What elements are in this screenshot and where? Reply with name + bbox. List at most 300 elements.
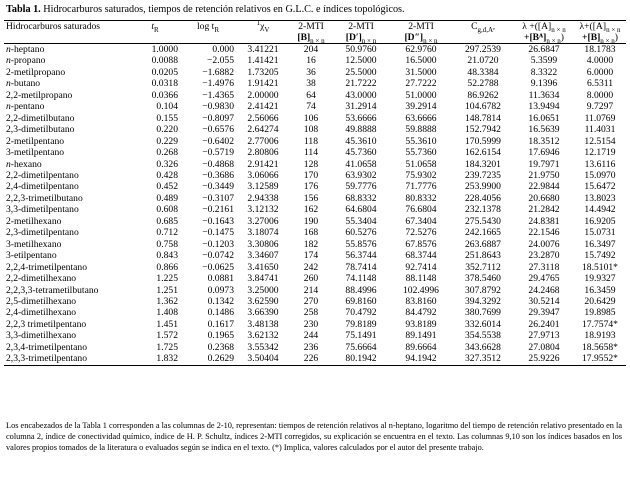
- cell-compound-name: n-hexano: [6, 158, 42, 170]
- cell-lambda1: 18.3512: [528, 135, 560, 147]
- cell-lambda2: 18.5658*: [582, 341, 618, 353]
- cell-chi: 3.30806: [247, 238, 279, 250]
- cell-tr: 0.220: [156, 124, 178, 136]
- cell-tr: 1.832: [130, 353, 180, 365]
- cell-mti-d1: 78.7414: [345, 261, 377, 273]
- cell-mti-b: 242: [303, 261, 319, 273]
- cell-cg: 228.4056: [465, 192, 501, 204]
- cell-logtr: −0.3686: [202, 169, 234, 181]
- cell-logtr: −0.3449: [202, 181, 234, 193]
- table-row: [4, 67, 626, 78]
- cell-lambda2: 15.7492: [584, 250, 616, 262]
- cell-compound-name: 2,2,3,3-tetrametilbutano: [6, 284, 99, 296]
- table-row: [4, 239, 626, 250]
- cell-chi: 3.55342: [247, 341, 279, 353]
- cell-cg: 394.3292: [465, 295, 501, 307]
- cell-chi: 3.12589: [247, 181, 279, 193]
- cell-lambda2: 13.6116: [584, 158, 616, 170]
- cell-mti-d2: 16.5000: [405, 55, 437, 67]
- cell-lambda1: 22.1546: [528, 227, 560, 239]
- cell-compound-name: 2,2-dimetilpentano: [6, 169, 79, 181]
- cell-mti-d2: 39.2914: [405, 101, 437, 113]
- table-row: [4, 330, 626, 341]
- cell-mti-b: 204: [303, 44, 319, 55]
- cell-cg: 184.3201: [465, 158, 501, 170]
- cell-mti-b: 64: [306, 89, 316, 101]
- cell-chi: 2.94338: [247, 192, 279, 204]
- cell-cg: 104.6782: [465, 101, 501, 113]
- cell-logtr: −0.0742: [202, 250, 234, 262]
- cell-tr: 1.0000: [151, 44, 178, 55]
- data-table: [4, 20, 626, 366]
- col-header-mti-b: 2-MTI: [290, 21, 332, 33]
- cell-cg: 332.6014: [465, 318, 501, 330]
- cell-mti-d1: 25.5000: [345, 66, 377, 78]
- table-row: [4, 170, 626, 181]
- cell-compound-name: 2,3-dimetilbutano: [6, 124, 75, 136]
- table-row: [4, 353, 626, 365]
- col-header-mti-d2: 2-MTI: [390, 21, 452, 33]
- table-row: [4, 78, 626, 89]
- cell-mti-b: 230: [303, 318, 319, 330]
- cell-mti-d2: 89.6664: [405, 341, 437, 353]
- cell-mti-d1: 49.8888: [345, 124, 377, 136]
- cell-tr: 0.685: [156, 215, 178, 227]
- cell-mti-d2: 92.7414: [405, 261, 437, 273]
- cell-mti-d2: 89.1491: [405, 330, 437, 342]
- cell-mti-d2: 31.5000: [405, 66, 437, 78]
- cell-cg: 242.1665: [465, 227, 501, 239]
- table-caption: [6, 4, 405, 15]
- cell-lambda2: 6.0000: [586, 66, 614, 78]
- cell-mti-d2: 72.5276: [405, 227, 437, 239]
- cell-lambda1: 9.1396: [530, 78, 558, 90]
- cell-tr: 0.712: [156, 227, 178, 239]
- cell-tr: 1.725: [156, 341, 178, 353]
- cell-tr: 0.0088: [151, 55, 178, 67]
- cell-mti-b: 106: [303, 112, 319, 124]
- cell-tr: 0.452: [156, 181, 178, 193]
- cell-mti-d1: 56.3744: [345, 250, 377, 262]
- cell-mti-d1: 60.5276: [345, 227, 377, 239]
- table-row: [4, 319, 626, 330]
- cell-lambda1: 26.2401: [528, 318, 560, 330]
- header-row-bottom: [4, 32, 626, 44]
- cell-mti-b: 74: [306, 101, 316, 113]
- cell-compound-name: 3,3-dimetilpentano: [6, 204, 79, 216]
- cell-cg: 251.8643: [465, 250, 501, 262]
- cell-mti-d1: 53.6666: [345, 112, 377, 124]
- cell-compound-name: n-heptano: [6, 44, 45, 55]
- table-row: [4, 181, 626, 192]
- cell-logtr: −1.4976: [202, 78, 234, 90]
- cell-mti-d2: 67.3404: [405, 215, 437, 227]
- cell-chi: 2.56066: [247, 112, 279, 124]
- cell-mti-d1: 43.0000: [345, 89, 377, 101]
- cell-logtr: 0.0881: [207, 273, 234, 285]
- header-row-top: [4, 21, 626, 33]
- cell-logtr: −0.4868: [202, 158, 234, 170]
- table-row: [4, 55, 626, 66]
- cell-cg: 21.0720: [467, 55, 499, 67]
- cell-lambda2: 13.8023: [584, 192, 616, 204]
- cell-cg: 275.5430: [465, 215, 501, 227]
- cell-mti-b: 108: [303, 124, 319, 136]
- cell-lambda1: 25.9226: [514, 353, 574, 365]
- cell-logtr: 0.0973: [207, 284, 234, 296]
- col-header-mti-d2-matrix: $[D'']_{n \times n}$: [390, 32, 452, 44]
- cell-lambda2: 19.9327: [584, 273, 616, 285]
- cell-tr: 0.155: [156, 112, 178, 124]
- cell-tr: 0.0366: [151, 89, 178, 101]
- cell-mti-d1: 12.5000: [345, 55, 377, 67]
- cell-cg: 152.7942: [465, 124, 501, 136]
- cell-cg: 307.8792: [465, 284, 501, 296]
- table-row: [4, 90, 626, 101]
- cell-compound-name: 2,2,4-trimetilpentano: [6, 261, 87, 273]
- cell-tr: 0.326: [156, 158, 178, 170]
- cell-compound-name: 2,5-dimetilhexano: [6, 295, 77, 307]
- cell-logtr: −0.9830: [202, 101, 234, 113]
- cell-mti-d2: 88.1148: [405, 273, 437, 285]
- cell-mti-d2: 68.3744: [405, 250, 437, 262]
- cell-mti-d2: 62.9760: [405, 44, 437, 55]
- cell-chi: 3.34607: [247, 250, 279, 262]
- cell-lambda1: 21.2842: [528, 204, 560, 216]
- cell-compound-name: 3,3-dimetilhexano: [6, 330, 77, 342]
- cell-compound-name: 2,2-dimetilhexano: [6, 273, 77, 285]
- table-row: [4, 113, 626, 124]
- cell-tr: 0.0318: [151, 78, 178, 90]
- table-row: [4, 159, 626, 170]
- cell-chi: 2.91421: [247, 158, 279, 170]
- table-row: [4, 285, 626, 296]
- cell-lambda1: 16.0651: [528, 112, 560, 124]
- cell-logtr: 0.1965: [207, 330, 234, 342]
- cell-lambda2: 11.4031: [584, 124, 616, 136]
- cell-mti-d2: 102.4996: [403, 284, 439, 296]
- cell-logtr: −2.055: [207, 55, 234, 67]
- cell-mti-b: 168: [303, 227, 319, 239]
- cell-lambda2: 11.0769: [584, 112, 616, 124]
- cell-cg: 327.3512: [452, 353, 514, 365]
- cell-lambda2: 17.7574*: [582, 318, 618, 330]
- table-row: [4, 273, 626, 284]
- cell-lambda1: 27.0804: [528, 341, 560, 353]
- col-header-chi: $^1\chi_V$: [236, 21, 290, 33]
- cell-tr: 0.843: [156, 250, 178, 262]
- cell-chi: 2.80806: [247, 147, 279, 159]
- cell-mti-b: 260: [303, 273, 319, 285]
- cell-logtr: −0.3107: [202, 192, 234, 204]
- cell-mti-b: 226: [290, 353, 332, 365]
- cell-mti-d2: 80.8332: [405, 192, 437, 204]
- cell-chi: 3.62590: [247, 295, 279, 307]
- cell-mti-d1: 75.1491: [345, 330, 377, 342]
- cell-tr: 0.104: [156, 101, 178, 113]
- cell-mti-d1: 64.6804: [345, 204, 377, 216]
- cell-lambda1: 13.9494: [528, 101, 560, 113]
- cell-mti-b: 244: [303, 330, 319, 342]
- cell-lambda2: 15.0970: [584, 169, 616, 181]
- cell-mti-d1: 50.9760: [345, 44, 377, 55]
- cell-cg: 232.1378: [465, 204, 501, 216]
- cell-mti-d1: 59.7776: [345, 181, 377, 193]
- cell-mti-d1: 55.3404: [345, 215, 377, 227]
- cell-chi: 3.27006: [247, 215, 279, 227]
- cell-logtr: 0.2629: [180, 353, 236, 365]
- table-row: [4, 296, 626, 307]
- cell-compound-name: 2,3,3-trimetilpentano: [4, 353, 130, 365]
- cell-logtr: 0.1617: [207, 318, 234, 330]
- table-row: [4, 101, 626, 112]
- cell-mti-d2: 83.8160: [405, 295, 437, 307]
- cell-logtr: 0.2368: [207, 341, 234, 353]
- cell-chi: 2.41421: [247, 101, 279, 113]
- cell-mti-d1: 41.0658: [345, 158, 377, 170]
- cell-mti-b: 270: [303, 295, 319, 307]
- cell-mti-b: 118: [303, 135, 319, 147]
- col-header-logtr: $\log t_R$: [180, 21, 236, 33]
- col-header-lambda1: $\lambda +([A]_{n \times n}$: [514, 21, 574, 33]
- cell-logtr: −0.1475: [202, 227, 234, 239]
- cell-mti-d2: 27.7222: [405, 78, 437, 90]
- cell-lambda2: 12.5154: [584, 135, 616, 147]
- cell-cg: 343.6628: [465, 341, 501, 353]
- cell-lambda2: 16.3459: [584, 284, 616, 296]
- cell-chi: 2.77006: [247, 135, 279, 147]
- cell-lambda1: 21.9750: [528, 169, 560, 181]
- table-body: [4, 44, 626, 366]
- col-header-lambda2: $\lambda+([A]_{n \times n}$: [574, 21, 626, 33]
- cell-compound-name: n-butano: [6, 78, 41, 90]
- cell-chi: 3.50404: [236, 353, 290, 365]
- cell-logtr: 0.000: [212, 44, 234, 55]
- cell-lambda2: 15.0731: [584, 227, 616, 239]
- cell-tr: 1.251: [156, 284, 178, 296]
- col-header-lambda2-matrix: $+[B]_{n \times n}$): [574, 32, 626, 44]
- cell-chi: 3.84741: [247, 273, 279, 285]
- cell-cg: 263.6887: [465, 238, 501, 250]
- cell-compound-name: 2,2-dimetilbutano: [6, 112, 75, 124]
- cell-compound-name: 2,2,3 trimetilpentano: [6, 318, 87, 330]
- col-header-mti-d1: 2-MTI: [332, 21, 390, 33]
- cell-compound-name: 3-metilpentano: [6, 147, 65, 159]
- cell-lambda1: 11.3634: [528, 89, 560, 101]
- table-row: [4, 124, 626, 135]
- cell-logtr: −0.1203: [202, 238, 234, 250]
- cell-chi: 2.00000: [247, 89, 279, 101]
- cell-lambda1: 23.2870: [528, 250, 560, 262]
- table-row: [4, 250, 626, 261]
- cell-chi: 1.73205: [247, 66, 279, 78]
- cell-tr: 1.451: [156, 318, 178, 330]
- cell-compound-name: 3-etilpentano: [6, 250, 57, 262]
- table-footnote: Los encabezados de la Tabla 1 corresponden a las columnas de 2-10, representan: tiempos de retención relativos al n-heptano, logaritmo del tiempo de retención relativo presentado en la columna 2, índice de conectividad químico, índice de H. P. Schultz, índices 2-MTI corregidos, su explicación se encuentra en el texto. Las columnas 9,10 son los índices basados en los valores propios tomados de la literatura o evaluados según se indica en el texto. (*) Implica, valores calculados por el autor del presente trabajo.: [6, 421, 622, 452]
- cell-lambda2: 4.0000: [586, 55, 614, 67]
- cell-compound-name: 2,4-dimetilpentano: [6, 181, 79, 193]
- cell-mti-d2: 84.4792: [405, 307, 437, 319]
- cell-compound-name: 2-metilpropano: [6, 66, 66, 78]
- cell-compound-name: 2-metilpentano: [6, 135, 65, 147]
- cell-lambda2: 16.9205: [584, 215, 616, 227]
- table-row: [4, 136, 626, 147]
- cell-lambda1: 27.9713: [528, 330, 560, 342]
- cell-logtr: −0.8097: [202, 112, 234, 124]
- cell-mti-b: 128: [303, 158, 319, 170]
- cell-mti-b: 114: [303, 147, 319, 159]
- cell-mti-d1: 45.7360: [345, 147, 377, 159]
- cell-chi: 3.66390: [247, 307, 279, 319]
- cell-logtr: −0.0625: [202, 261, 234, 273]
- cell-lambda2: 17.9552*: [574, 353, 626, 365]
- cell-mti-d1: 68.8332: [345, 192, 377, 204]
- cell-mti-b: 190: [303, 215, 319, 227]
- cell-mti-d1: 70.4792: [345, 307, 377, 319]
- cell-tr: 0.608: [156, 204, 178, 216]
- cell-lambda2: 16.3497: [584, 238, 616, 250]
- cell-lambda2: 20.6429: [584, 295, 616, 307]
- cell-lambda1: 24.2468: [528, 284, 560, 296]
- cell-mti-b: 236: [303, 341, 319, 353]
- col-header-tr: $t_R$: [130, 21, 180, 33]
- cell-mti-b: 182: [303, 238, 319, 250]
- cell-cg: 380.7699: [465, 307, 501, 319]
- cell-lambda1: 19.7971: [528, 158, 560, 170]
- cell-compound-name: 2,3-dimetilpentano: [6, 227, 79, 239]
- cell-lambda1: 20.6680: [528, 192, 560, 204]
- caption-label: Tabla 1.: [6, 4, 41, 15]
- cell-tr: 1.408: [156, 307, 178, 319]
- cell-cg: 253.9900: [465, 181, 501, 193]
- cell-mti-d1: 55.8576: [345, 238, 377, 250]
- cell-compound-name: 2,2-metilpropano: [6, 89, 73, 101]
- cell-cg: 48.3384: [467, 66, 499, 78]
- cell-mti-d2: 63.6666: [405, 112, 437, 124]
- cell-lambda2: 12.1719: [584, 147, 616, 159]
- cell-mti-d1: 74.1148: [345, 273, 377, 285]
- cell-lambda1: 30.5214: [528, 295, 560, 307]
- cell-tr: 0.758: [156, 238, 178, 250]
- col-header-name: Hidrocarburos saturados: [4, 21, 130, 33]
- cell-lambda1: 22.9844: [528, 181, 560, 193]
- table-row: [4, 342, 626, 353]
- cell-mti-d2: 71.7776: [405, 181, 437, 193]
- cell-lambda1: 29.3947: [528, 307, 560, 319]
- cell-compound-name: 3-metilhexano: [6, 238, 62, 250]
- cell-mti-b: 176: [303, 181, 319, 193]
- cell-mti-b: 170: [303, 169, 319, 181]
- cell-tr: 1.362: [156, 295, 178, 307]
- cell-lambda2: 18.5101*: [582, 261, 618, 273]
- cell-lambda2: 8.0000: [586, 89, 614, 101]
- cell-chi: 1.91421: [247, 78, 279, 90]
- caption-text: Hidrocarburos saturados, tiempos de retención relativos en G.L.C. e índices topológicos.: [40, 4, 405, 15]
- cell-cg: 352.7112: [465, 261, 501, 273]
- cell-chi: 3.12132: [247, 204, 279, 216]
- cell-tr: 1.572: [156, 330, 178, 342]
- cell-lambda1: 24.0076: [528, 238, 560, 250]
- cell-chi: 3.41221: [247, 44, 279, 55]
- cell-mti-d1: 75.6664: [345, 341, 377, 353]
- cell-logtr: −0.5719: [202, 147, 234, 159]
- cell-cg: 170.5999: [465, 135, 501, 147]
- col-header-mti-d1-matrix: $[D']_{n \times n}$: [332, 32, 390, 44]
- cell-lambda2: 9.7297: [586, 101, 614, 113]
- cell-mti-d2: 59.8888: [405, 124, 437, 136]
- cell-tr: 0.866: [156, 261, 178, 273]
- cell-tr: 0.0205: [151, 66, 178, 78]
- cell-mti-d2: 75.9302: [405, 169, 437, 181]
- col-header-lambda1-matrix: $+[Bᴬ]_{n \times n}$): [514, 32, 574, 44]
- table-row: [4, 44, 626, 56]
- cell-mti-b: 214: [303, 284, 319, 296]
- cell-compound-name: 2,3,4-trimetilpentano: [6, 341, 87, 353]
- cell-compound-name: 2,2,3-trimetilbutano: [6, 192, 83, 204]
- cell-chi: 3.62132: [247, 330, 279, 342]
- cell-tr: 0.428: [156, 169, 178, 181]
- cell-compound-name: n-pentano: [6, 101, 45, 113]
- cell-cg: 86.9262: [467, 89, 499, 101]
- cell-lambda2: 14.4942: [584, 204, 616, 216]
- col-header-cg: $C_{g,d,Aᵉ}$: [452, 21, 514, 33]
- cell-mti-d1: 21.7222: [345, 78, 377, 90]
- cell-compound-name: 2,4-dimetilhexano: [6, 307, 77, 319]
- cell-mti-d2: 51.0658: [405, 158, 437, 170]
- cell-logtr: −0.6402: [202, 135, 234, 147]
- cell-lambda2: 18.9193: [584, 330, 616, 342]
- cell-mti-d1: 31.2914: [345, 101, 377, 113]
- cell-chi: 3.41650: [247, 261, 279, 273]
- cell-tr: 0.229: [156, 135, 178, 147]
- cell-lambda1: 24.8381: [528, 215, 560, 227]
- cell-mti-b: 38: [306, 78, 316, 90]
- cell-logtr: −1.4365: [202, 89, 234, 101]
- cell-compound-name: 2-metilhexano: [6, 215, 62, 227]
- cell-mti-b: 174: [303, 250, 319, 262]
- col-header-mti-b-matrix: $[B]_{n \times n}$: [290, 32, 332, 44]
- cell-mti-d1: 88.4996: [345, 284, 377, 296]
- cell-chi: 3.06066: [247, 169, 279, 181]
- cell-tr: 0.268: [156, 147, 178, 159]
- cell-lambda1: 17.6946: [528, 147, 560, 159]
- cell-chi: 3.48138: [247, 318, 279, 330]
- cell-chi: 3.25000: [247, 284, 279, 296]
- cell-logtr: −1.6882: [202, 66, 234, 78]
- cell-mti-d1: 45.3610: [345, 135, 377, 147]
- cell-mti-d1: 69.8160: [345, 295, 377, 307]
- cell-chi: 3.18074: [247, 227, 279, 239]
- cell-cg: 297.2539: [465, 44, 501, 55]
- cell-lambda1: 29.4765: [528, 273, 560, 285]
- cell-cg: 239.7235: [465, 169, 501, 181]
- cell-lambda1: 5.3599: [530, 55, 558, 67]
- table-row: [4, 216, 626, 227]
- cell-logtr: 0.1486: [207, 307, 234, 319]
- cell-mti-b: 16: [306, 55, 316, 67]
- cell-mti-b: 36: [306, 66, 316, 78]
- cell-compound-name: n-propano: [6, 55, 46, 67]
- cell-mti-d2: 55.7360: [405, 147, 437, 159]
- cell-mti-d2: 67.8576: [405, 238, 437, 250]
- cell-mti-d2: 76.6804: [405, 204, 437, 216]
- cell-mti-d2: 94.1942: [390, 353, 452, 365]
- cell-chi: 2.64274: [247, 124, 279, 136]
- cell-lambda2: 6.5311: [586, 78, 614, 90]
- table-row: [4, 307, 626, 318]
- cell-mti-d1: 80.1942: [332, 353, 390, 365]
- cell-cg: 354.5538: [465, 330, 501, 342]
